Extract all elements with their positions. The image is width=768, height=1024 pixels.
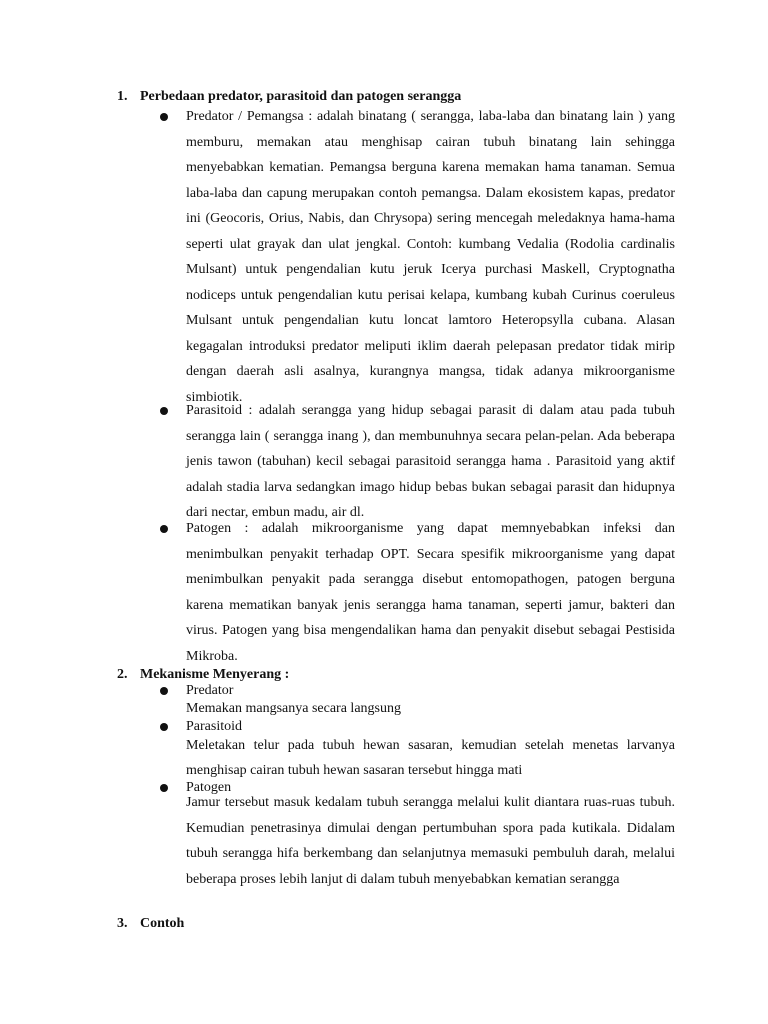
bullet-icon [160,784,168,792]
mechanism-label: Predator [186,683,234,698]
patogen-definition-text: Patogen : adalah mikroorganisme yang dapat memnyebabkan infeksi dan menimbulkan penyakit terhadap OPT. Secara spesifik mikroorganisme yang dapat menimbulkan penyakit pada serangga disebut entomopathogen, patogen berguna karena mematikan banyak jenis serangga hama tanaman, seperti jamur, bakteri dan virus. Patogen yang bisa mengendalikan hama dan penyakit disebut sebagai Pestisida Mikroba. [186,521,675,664]
section-heading-3 [0,914,768,934]
bullet-icon [160,407,168,415]
bullet-icon [160,687,168,695]
section-number: 3. [117,916,128,931]
section-title: Contoh [140,916,185,931]
predator-definition-text: Predator / Pemangsa : adalah binatang ( serangga, laba-laba dan binatang lain ) yang memburu, memakan atau menghisap cairan tubuh binatang lain sehingga menyebabkan kematian. Pemangsa berguna karena memakan hama tanaman. Semua laba-laba dan capung merupakan contoh pemangsa. Dalam ekosistem kapas, predator ini (Geocoris, Orius, Nabis, dan Chrysopa) sering mencegah meledaknya hama-hama seperti ulat grayak dan ulat jengkal. Contoh: kumbang Vedalia (Rodolia cardinalis Mulsant) untuk pengendalian kutu jeruk Icerya purchasi Maskell, Cryptognatha nodiceps untuk pengendalian kutu perisai kelapa, kumbang kubah Curinus coeruleus Mulsant untuk pengendalian kutu loncat lamtoro Heteropsylla cubana. Alasan kegagalan introduksi predator meliputi iklim daerah pelepasan predator tidak mirip dengan daerah asli asalnya, kurangnya mangsa, tidak adanya mikroorganisme simbiotik. [186,109,675,405]
mechanism-text: Memakan mangsanya secara langsung [186,701,401,716]
bullet-icon [160,723,168,731]
mechanism-label: Patogen [186,780,232,795]
section-title: Mekanisme Menyerang : [140,667,290,682]
section-number: 2. [117,667,128,682]
parasitoid-definition-text: Parasitoid : adalah serangga yang hidup sebagai parasit di dalam atau pada tubuh serangga lain ( serangga inang ), dan membunuhnya secara pelan-pelan. Ada beberapa jenis tawon (tabuhan) kecil sebagai parasitoid serangga hama . Parasitoid yang aktif adalah stadia larva sedangkan imago hidup bebas bukan sebagai parasit dan hidupnya dari nectar, embun madu, air dl. [186,403,675,520]
mechanism-text: Jamur tersebut masuk kedalam tubuh serangga melalui kulit diantara ruas-ruas tubuh. Kemudian penetrasinya dimulai dengan pertumbuhan spora pada kutikala. Didalam tubuh serangga hifa berkembang dan selanjutnya memasuki pembuluh darah, melalui beberapa proses lebih lanjut di dalam tubuh menyebabkan kematian serangga [186,795,675,887]
section-title: Perbedaan predator, parasitoid dan patogen serangga [140,89,462,104]
bullet-icon [160,525,168,533]
mechanism-text: Meletakan telur pada tubuh hewan sasaran, kemudian setelah menetas larvanya menghisap cairan tubuh hewan sasaran tersebut hingga mati [186,738,675,778]
bullet-icon [160,113,168,121]
mechanism-label: Parasitoid [186,719,242,734]
section-number: 1. [117,89,128,104]
